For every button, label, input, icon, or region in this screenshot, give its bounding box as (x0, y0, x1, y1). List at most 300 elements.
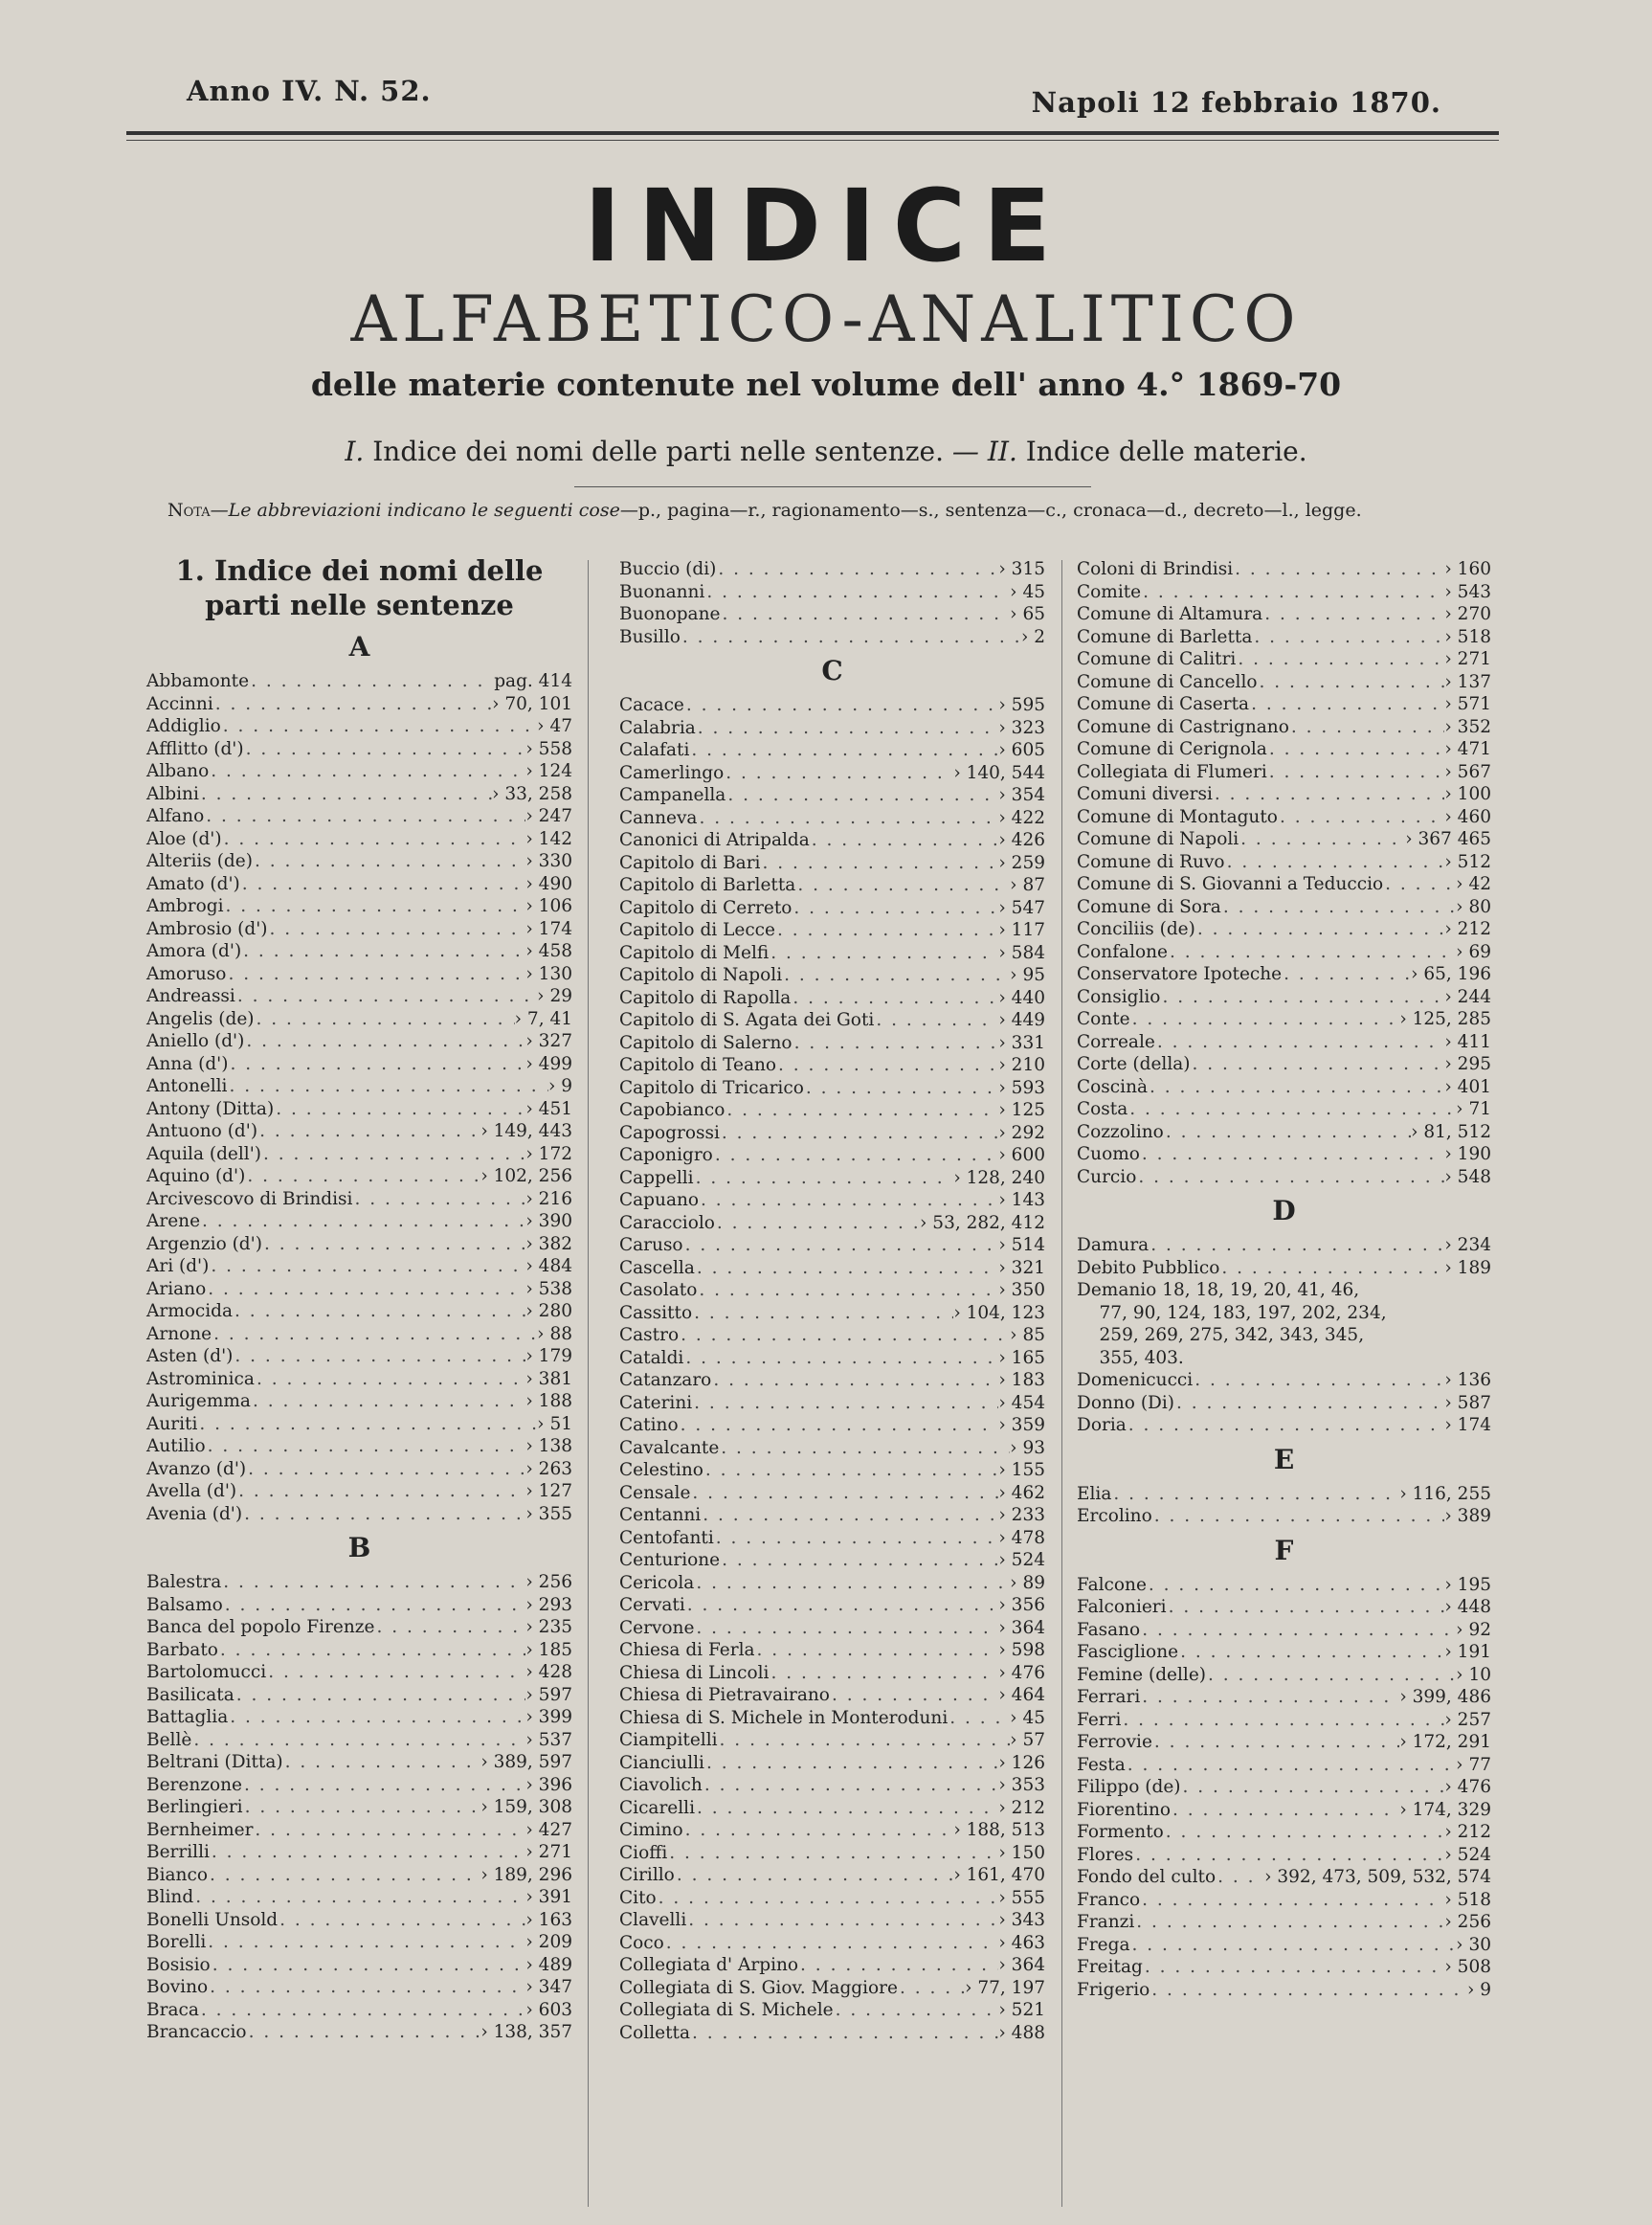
entry-leader (1181, 1776, 1445, 1799)
index-entry (146, 1008, 572, 1031)
entry-pages: › 29 (537, 986, 572, 1006)
entry-pages: › 77 (1456, 1754, 1491, 1775)
index-entry (146, 1278, 572, 1301)
entry-name: Caterini (619, 1392, 693, 1413)
index-entry (146, 1030, 572, 1053)
entry-pages: › 598 (998, 1640, 1045, 1660)
index-entry (146, 1345, 572, 1368)
entry-pages: › 489 (525, 1954, 572, 1975)
entry-name: Cito (619, 1887, 657, 1908)
entry-leader (208, 1864, 480, 1887)
entry-pages: › 77, 197 (965, 1977, 1045, 1998)
entry-name: Comune di Altamura (1077, 604, 1263, 624)
index-entry (146, 1143, 572, 1166)
entry-leader (242, 1774, 525, 1797)
entry-pages: › 188 (525, 1391, 572, 1411)
index-entry (619, 942, 1045, 965)
entry-leader (718, 1729, 1011, 1752)
index-entry (619, 1302, 1045, 1325)
entry-pages: › 381 (525, 1368, 572, 1389)
index-entry (1077, 1956, 1491, 1979)
index-entry (146, 2021, 572, 2044)
entry-pages: › 323 (998, 717, 1045, 738)
index-entry (619, 1144, 1045, 1167)
entry-name: Celestino (619, 1460, 703, 1480)
entry-pages: › 179 (525, 1346, 572, 1366)
entry-name: Afflitto (d') (146, 738, 244, 759)
index-entry (146, 1390, 572, 1413)
entry-name: Conte (1077, 1009, 1130, 1029)
entry-pages: › 212 (1444, 919, 1491, 939)
entry-pages: › 595 (998, 695, 1045, 715)
volume-description: delle materie contenute nel volume dell' anno 4.° 1869-70 (310, 366, 1342, 403)
entry-pages: › 392, 473, 509, 532, 574 (1264, 1867, 1491, 1887)
entry-name: Capitolo di Teano (619, 1055, 777, 1075)
index-entry (1077, 828, 1491, 851)
entry-name: Capitolo di S. Agata dei Goti (619, 1010, 875, 1030)
entry-leader (1121, 1709, 1444, 1732)
entry-pages: › 484 (525, 1256, 572, 1276)
entry-pages: › 9 (1466, 1979, 1491, 2000)
entry-name: Fiorentino (1077, 1799, 1172, 1820)
entry-pages: › 106 (525, 896, 572, 916)
entry-name: Argenzio (d') (146, 1233, 262, 1254)
entry-name: Antony (Ditta) (146, 1098, 275, 1119)
entry-leader (236, 1480, 525, 1503)
index-entry (619, 581, 1045, 604)
index-entry (146, 1323, 572, 1346)
index-entry (146, 918, 572, 941)
entry-pages: › 88 (537, 1323, 572, 1344)
entry-leader (703, 1459, 999, 1482)
entry-leader (679, 1414, 999, 1437)
entry-name: Capitolo di Salerno (619, 1032, 793, 1053)
entry-leader (664, 1932, 999, 1955)
index-entry (146, 1819, 572, 1842)
entry-pages: › 449 (998, 1010, 1045, 1030)
entry-leader (233, 1300, 525, 1323)
entry-pages: › 87 (1010, 875, 1045, 895)
entry-name: Debito Pubblico (1077, 1257, 1220, 1278)
entry-pages: › 471 (1444, 739, 1491, 759)
index-entry (619, 1774, 1045, 1797)
entry-name: Capitolo di Barletta (619, 875, 796, 895)
index-entry (1077, 851, 1491, 874)
entry-pages: › 343 (998, 1910, 1045, 1930)
entry-pages: › 161, 470 (953, 1865, 1045, 1885)
entry-name: Accinni (146, 693, 213, 714)
entry-name: Capobianco (619, 1100, 726, 1120)
entry-leader (667, 1842, 998, 1865)
index-entry (146, 738, 572, 761)
index-entry (146, 1976, 572, 1999)
entry-pages: › 195 (1444, 1574, 1491, 1595)
entry-pages: › 9 (547, 1076, 572, 1096)
index-entry (146, 1503, 572, 1526)
entry-leader (690, 1482, 998, 1505)
entry-leader (283, 1751, 481, 1774)
entry-leader (769, 942, 998, 965)
entry-pages: › 10 (1456, 1664, 1491, 1685)
entry-leader (209, 760, 525, 783)
index-entry (619, 1257, 1045, 1280)
entry-pages: › 47 (537, 716, 572, 736)
entry-leader (719, 1437, 1010, 1460)
entry-name: Capitolo di Bari (619, 852, 761, 873)
entry-leader (1164, 1121, 1411, 1144)
entry-leader (1147, 1574, 1445, 1597)
entry-pages: › 159, 308 (480, 1797, 572, 1817)
entry-pages: › 587 (1444, 1392, 1491, 1413)
index-entry (1077, 1076, 1491, 1099)
entry-leader (1168, 941, 1456, 964)
index-entry (146, 1098, 572, 1121)
entry-leader (235, 985, 537, 1008)
entry-pages: › 478 (998, 1527, 1045, 1548)
contents-part-two: Indice delle materie. (1025, 436, 1307, 467)
entry-name: Andreassi (146, 986, 235, 1006)
entry-leader (657, 1887, 999, 1910)
entry-leader (1141, 581, 1444, 604)
entry-name: Ciampitelli (619, 1730, 718, 1750)
entry-name: Aniello (d') (146, 1031, 245, 1051)
index-entry (619, 1122, 1045, 1145)
entry-leader (1140, 1143, 1445, 1166)
entry-pages: › 458 (525, 941, 572, 961)
entry-pages: › 537 (525, 1729, 572, 1750)
entry-leader (241, 940, 525, 963)
entry-name: Conservatore Ipoteche (1077, 964, 1283, 984)
entry-leader (716, 558, 998, 581)
entry-pages: › 263 (525, 1458, 572, 1479)
entry-leader (948, 1707, 1010, 1730)
entry-leader (1233, 558, 1444, 581)
entry-leader (675, 1864, 954, 1887)
entry-pages: › 163 (525, 1909, 572, 1930)
entry-leader (1278, 806, 1444, 829)
entry-leader (206, 1278, 525, 1301)
index-entry (146, 1864, 572, 1887)
index-entry (1077, 1731, 1491, 1754)
index-entry (619, 603, 1045, 626)
entry-pages: › 352 (1444, 716, 1491, 737)
index-entry-continued: Demanio 18, 18, 19, 20, 41, 46, (1077, 1280, 1360, 1300)
entry-name: Bartolomucci (146, 1662, 267, 1682)
entry-name: Astrominica (146, 1368, 255, 1389)
entry-pages: › 555 (998, 1887, 1045, 1908)
index-entry (146, 1841, 572, 1864)
index-entry (619, 987, 1045, 1010)
entry-leader (711, 1369, 998, 1392)
entry-leader (1152, 1731, 1399, 1754)
entry-pages: › 382 (525, 1233, 572, 1254)
index-entry (146, 1233, 572, 1256)
entry-pages: › 81, 512 (1411, 1121, 1491, 1142)
entry-leader (769, 1662, 998, 1685)
entry-pages: › 256 (1444, 1912, 1491, 1932)
index-entry (146, 1639, 572, 1662)
entry-leader (715, 1212, 920, 1235)
entry-leader (261, 1143, 525, 1166)
entry-pages: › 359 (998, 1415, 1045, 1435)
entry-pages: › 57 (1010, 1730, 1045, 1750)
entry-name: Armocida (146, 1301, 234, 1321)
entry-name: Bonelli Unsold (146, 1909, 279, 1930)
index-entry (146, 1909, 572, 1932)
entry-name: Asten (d') (146, 1346, 234, 1366)
entry-name: Cascella (619, 1257, 695, 1278)
entry-pages: › 271 (1444, 649, 1491, 669)
entry-pages: › 174 (525, 918, 572, 939)
entry-pages: › 216 (525, 1188, 572, 1209)
entry-leader (791, 987, 998, 1010)
entry-name: Fasciglione (1077, 1642, 1179, 1662)
entry-leader (798, 1954, 998, 1977)
entry-leader (874, 1009, 998, 1032)
entry-pages: › 476 (1444, 1777, 1491, 1797)
index-entry (146, 1053, 572, 1076)
index-entry (146, 940, 572, 963)
index-entry-continued: 259, 269, 275, 342, 343, 345, (1077, 1325, 1365, 1345)
entry-pages: › 354 (998, 785, 1045, 805)
index-entry (1077, 648, 1491, 671)
entry-leader (222, 828, 526, 851)
entry-leader (1221, 896, 1456, 919)
entry-leader (204, 805, 525, 828)
entry-leader (804, 1077, 999, 1100)
entry-leader (228, 1706, 525, 1729)
entry-leader (1171, 1799, 1399, 1822)
index-entry (619, 1729, 1045, 1752)
entry-name: Caruso (619, 1235, 683, 1255)
entry-pages: › 7, 41 (514, 1008, 572, 1029)
index-entry (1077, 1053, 1491, 1076)
entry-name: Ferri (1077, 1709, 1122, 1730)
entry-pages: › 327 (525, 1031, 572, 1051)
entry-leader (262, 1233, 525, 1256)
entry-leader (697, 1279, 998, 1302)
entry-name: Amato (d') (146, 873, 240, 894)
entry-pages: › 460 (1444, 806, 1491, 827)
entry-pages: › 600 (998, 1145, 1045, 1165)
entry-pages: › 45 (1010, 581, 1045, 602)
entry-name: Camerlingo (619, 762, 725, 783)
entry-name: Cimino (619, 1820, 683, 1840)
entry-name: Bosisio (146, 1954, 211, 1975)
entry-name: Comune di Napoli (1077, 829, 1239, 849)
entry-pages: › 185 (525, 1639, 572, 1660)
entry-leader (1136, 1166, 1444, 1189)
entry-name: Coco (619, 1932, 664, 1953)
entry-pages: › 538 (525, 1278, 572, 1299)
index-entry (146, 1684, 572, 1707)
entry-name: Bovino (146, 1977, 209, 1997)
index-entry (1077, 581, 1491, 604)
entry-leader (244, 738, 526, 761)
entry-leader (199, 1999, 526, 2022)
entry-name: Antonelli (146, 1076, 228, 1096)
index-entry (619, 874, 1045, 897)
entry-pages: › 490 (525, 873, 572, 894)
entry-pages: › 174 (1444, 1415, 1491, 1435)
index-entry (1077, 1483, 1491, 1506)
entry-pages: › 143 (998, 1190, 1045, 1210)
entry-name: Frigerio (1077, 1979, 1150, 2000)
entry-name: Comune di Castrignano (1077, 716, 1289, 737)
entry-pages: › 514 (998, 1235, 1045, 1255)
entry-name: Flores (1077, 1844, 1134, 1865)
section-title: 1. Indice dei nomi delle parti nelle sentenze (175, 554, 544, 621)
index-entry (619, 1909, 1045, 1932)
entry-pages: › 584 (998, 942, 1045, 963)
entry-pages: › 597 (525, 1684, 572, 1705)
entry-pages: › 116, 255 (1399, 1483, 1491, 1504)
entry-name: Arnone (146, 1323, 212, 1344)
index-entry (619, 1167, 1045, 1190)
entry-leader (213, 693, 492, 716)
entry-leader (685, 1594, 999, 1617)
entry-leader (193, 1886, 525, 1909)
entry-pages: › 451 (525, 1098, 572, 1119)
index-entry (146, 1729, 572, 1752)
entry-leader (830, 1684, 998, 1707)
entry-pages: › 128, 240 (953, 1167, 1045, 1188)
index-entry (1077, 1121, 1491, 1144)
entry-pages: › 45 (1010, 1707, 1045, 1728)
entry-leader (234, 1684, 526, 1707)
index-entry (619, 1932, 1045, 1955)
index-entry (619, 1009, 1045, 1032)
index-entry (619, 558, 1045, 581)
entry-name: Capitolo di Melfi (619, 942, 770, 963)
index-entry (1077, 1257, 1491, 1280)
entry-name: Auriti (146, 1413, 198, 1434)
entry-pages: › 189, 296 (480, 1864, 572, 1885)
index-entry (1077, 1866, 1491, 1889)
entry-pages: › 124 (525, 761, 572, 781)
entry-name: Caracciolo (619, 1212, 715, 1233)
entry-leader (1249, 693, 1444, 716)
entry-name: Albini (146, 783, 199, 804)
entry-leader (1258, 671, 1445, 694)
entry-leader (206, 1931, 525, 1954)
entry-name: Balestra (146, 1572, 222, 1592)
index-entry (1077, 1776, 1491, 1799)
entry-leader (713, 1144, 999, 1167)
entry-leader (1148, 1076, 1444, 1099)
entry-name: Anna (d') (146, 1053, 229, 1074)
index-entry (619, 852, 1045, 875)
entry-name: Elia (1077, 1483, 1112, 1504)
entry-pages: › 160 (1444, 559, 1491, 579)
entry-name: Ciavolich (619, 1775, 703, 1795)
entry-leader (834, 1999, 999, 2022)
entry-leader (694, 1617, 998, 1640)
entry-leader (1225, 851, 1445, 874)
index-entry (146, 1931, 572, 1954)
entry-name: Comune di Sora (1077, 896, 1221, 917)
entry-pages: › 454 (998, 1392, 1045, 1413)
entry-name: Cicarelli (619, 1797, 696, 1818)
index-entry (619, 762, 1045, 785)
index-entry (1077, 1664, 1491, 1687)
entry-pages: › 390 (525, 1211, 572, 1231)
entry-name: Capitolo di Tricarico (619, 1077, 804, 1098)
entry-pages: › 440 (998, 987, 1045, 1008)
entry-name: Avenia (d') (146, 1503, 243, 1524)
index-entry (146, 985, 572, 1008)
entry-pages: › 155 (998, 1460, 1045, 1480)
index-entry (619, 1414, 1045, 1437)
section-letter: D (1272, 1195, 1296, 1226)
entry-name: Confalone (1077, 941, 1169, 962)
index-entry (146, 1616, 572, 1639)
entry-pages: › 271 (525, 1842, 572, 1862)
entry-leader (792, 897, 998, 920)
entry-pages: › 389 (1444, 1506, 1491, 1526)
entry-leader (1174, 1392, 1444, 1415)
entry-pages: › 188, 513 (953, 1820, 1045, 1840)
entry-pages: › 2 (1020, 626, 1045, 647)
header-rule (126, 131, 1499, 135)
entry-leader (1155, 1031, 1445, 1054)
entry-leader (274, 1098, 525, 1121)
entry-name: Calabria (619, 717, 696, 738)
entry-pages: › 293 (525, 1594, 572, 1615)
index-entry (619, 1954, 1045, 1977)
index-entry (619, 1099, 1045, 1122)
entry-name: Buonopane (619, 604, 721, 624)
entry-leader (720, 603, 1010, 626)
entry-name: Capogrossi (619, 1122, 720, 1143)
entry-name: Falconieri (1077, 1597, 1167, 1617)
entry-leader (255, 1368, 525, 1391)
entry-leader (701, 1504, 998, 1527)
entry-pages: › 321 (998, 1257, 1045, 1278)
entry-name: Franco (1077, 1889, 1141, 1910)
entry-leader (1178, 1641, 1444, 1664)
entry-pages: › 603 (525, 1999, 572, 2020)
entry-name: Ercolino (1077, 1506, 1152, 1526)
entry-pages: › 174, 329 (1399, 1799, 1491, 1820)
entry-leader (221, 1571, 525, 1594)
contents-part-two-numeral: — II. (951, 436, 1017, 467)
entry-pages: pag. 414 (494, 671, 572, 691)
entry-name: Basilicata (146, 1684, 234, 1705)
entry-name: Aurigemma (146, 1391, 251, 1411)
index-entry (146, 1368, 572, 1391)
entry-name: Comune di Montaguto (1077, 806, 1278, 827)
index-entry (1077, 1505, 1491, 1528)
index-entry (146, 895, 572, 918)
entry-pages: › 71 (1456, 1099, 1491, 1119)
entry-pages: › 256 (525, 1572, 572, 1592)
entry-leader (714, 1527, 999, 1550)
index-entry (1077, 716, 1491, 739)
entry-leader (251, 1390, 525, 1413)
entry-leader (210, 1841, 526, 1864)
index-entry (619, 2022, 1045, 2045)
entry-pages: › 65 (1010, 604, 1045, 624)
entry-pages: › 257 (1444, 1709, 1491, 1730)
entry-name: Comune di Cancello (1077, 671, 1258, 692)
entry-pages: › 92 (1456, 1619, 1491, 1640)
entry-pages: › 191 (1444, 1642, 1491, 1662)
entry-pages: › 102, 256 (480, 1166, 572, 1186)
entry-leader (218, 1639, 525, 1662)
entry-leader (227, 1075, 547, 1098)
entry-leader (681, 626, 1021, 649)
